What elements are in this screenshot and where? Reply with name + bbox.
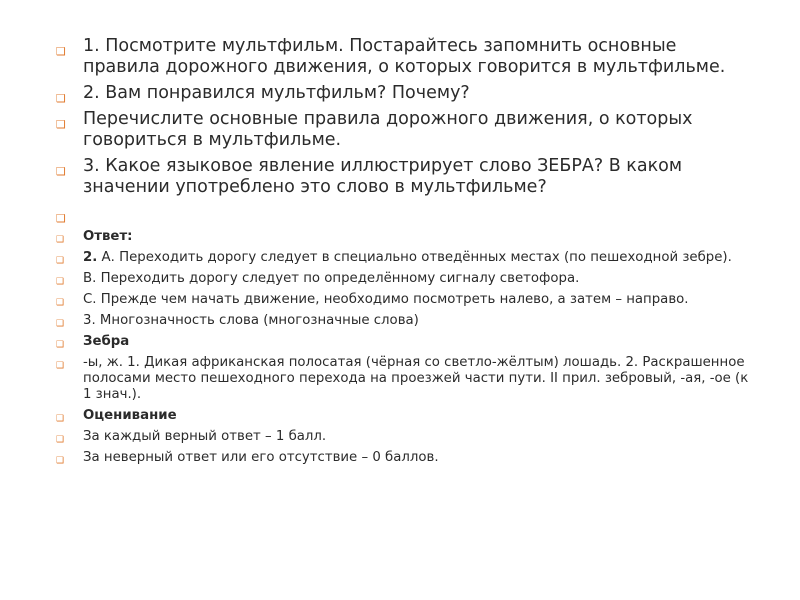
bullet-icon: ❑: [56, 92, 66, 105]
grading-heading: Оценивание: [83, 408, 177, 423]
answer-2-body: А. Переходить дорогу следует в специально отведённых местах (по пешеходной зебре).: [97, 250, 732, 265]
bullet-icon: ❑: [56, 414, 65, 424]
zebra-definition-item: [56, 355, 756, 403]
grading-wrong: За неверный ответ или его отсутствие – 0 баллов.: [83, 450, 439, 465]
answer-2-text: [83, 250, 756, 266]
bullet-icon: ❑: [56, 319, 65, 329]
zebra-definition: -ы, ж. 1. Дикая африканская полосатая (чёрная со светло-жёлтым) лошадь. 2. Раскрашенное полосами место пешеходного перехода на проезжей части пути. II прил. зебровый, -ая, -ое (к 1 знач.).: [83, 355, 749, 402]
question-item: [56, 83, 756, 104]
grading-item: [56, 450, 756, 466]
bullet-icon: ❑: [56, 165, 66, 178]
bullet-icon: ❑: [56, 235, 65, 245]
empty-item: [56, 203, 756, 224]
question-item: [56, 156, 756, 198]
zebra-heading: Зебра: [83, 334, 130, 349]
answer-b-text: В. Переходить дорогу следует по определённому сигналу светофора.: [83, 271, 580, 286]
question-3-text: 3. Какое языковое явление иллюстрирует слово ЗЕБРА? В каком значении употреблено это слово в мультфильме?: [83, 156, 683, 197]
bullet-icon: ❑: [56, 435, 65, 445]
question-item: [56, 109, 756, 151]
empty-line: [83, 203, 756, 224]
bullet-icon: ❑: [56, 340, 65, 350]
answer-c-text: С. Прежде чем начать движение, необходимо посмотреть налево, а затем – направо.: [83, 292, 689, 307]
bullet-icon: ❑: [56, 212, 66, 225]
answer-item: [56, 313, 756, 329]
bullet-icon: ❑: [56, 277, 65, 287]
answer-2-number: 2.: [83, 250, 98, 265]
bullet-icon: ❑: [56, 45, 66, 58]
bullet-icon: ❑: [56, 456, 65, 466]
question-2-text: 2. Вам понравился мультфильм? Почему?: [83, 83, 470, 103]
zebra-heading-item: [56, 334, 756, 350]
answer-heading-item: [56, 229, 756, 245]
answer-item: [56, 271, 756, 287]
bullet-icon: ❑: [56, 361, 65, 371]
grading-item: [56, 429, 756, 445]
slide-content: [56, 36, 756, 471]
question-1-text: 1. Посмотрите мультфильм. Постарайтесь запомнить основные правила дорожного движения, о которых говорится в мультфильме.: [83, 36, 726, 77]
answer-heading: Ответ:: [83, 229, 133, 244]
answer-item: [56, 250, 756, 266]
question-item: [56, 36, 756, 78]
answer-3-text: 3. Многозначность слова (многозначные слова): [83, 313, 419, 328]
bullet-icon: ❑: [56, 118, 66, 131]
answer-item: [56, 292, 756, 308]
grading-correct: За каждый верный ответ – 1 балл.: [83, 429, 327, 444]
bullet-icon: ❑: [56, 256, 65, 266]
question-2b-text: Перечислите основные правила дорожного движения, о которых говориться в мультфильме.: [83, 109, 693, 150]
bullet-icon: ❑: [56, 298, 65, 308]
grading-heading-item: [56, 408, 756, 424]
